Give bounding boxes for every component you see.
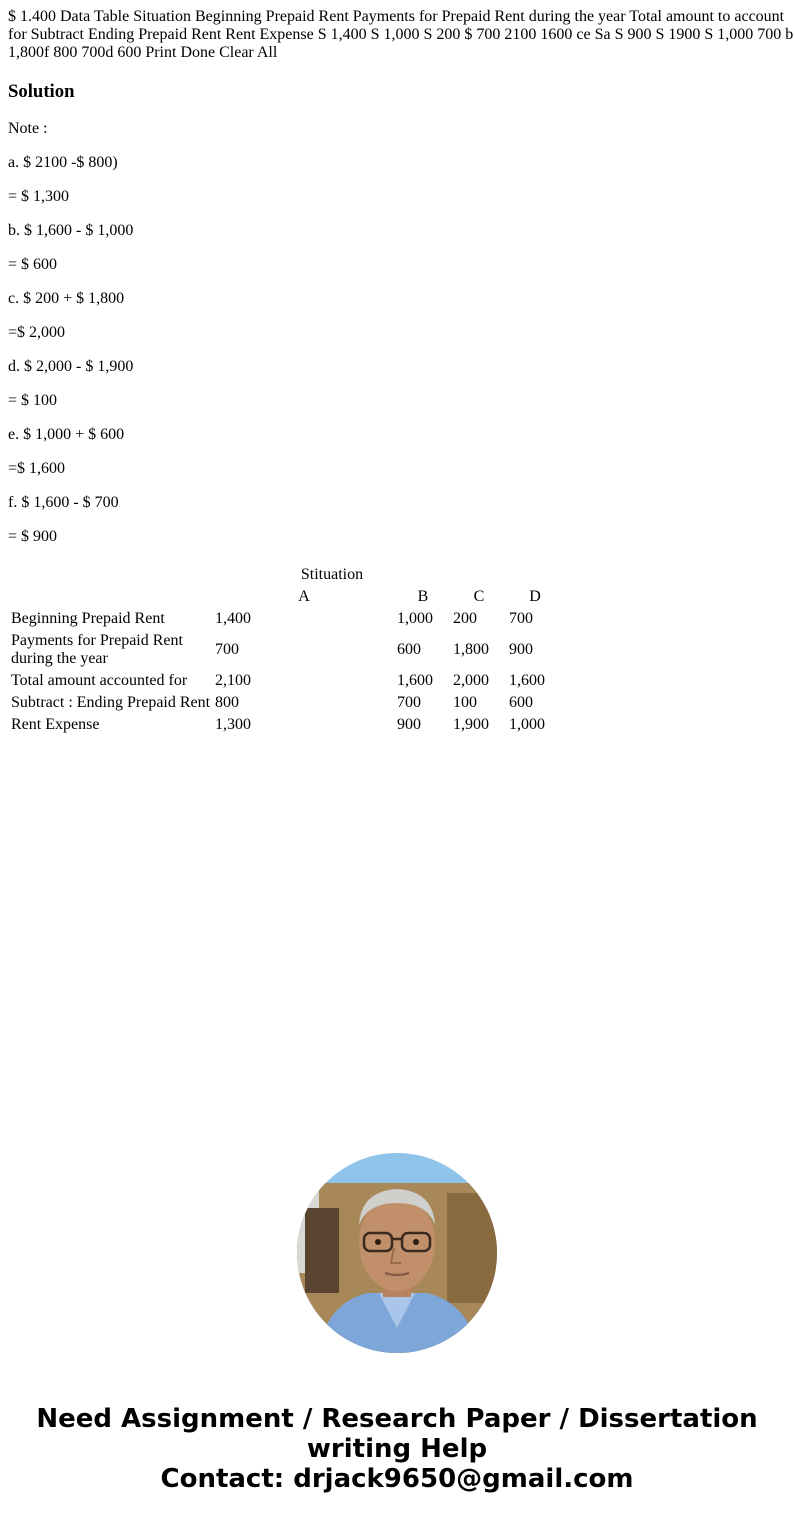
row-label: Payments for Prepaid Rent during the year [11,632,183,667]
author-portrait-image [297,1153,497,1353]
column-header-c: C [473,588,485,605]
cell-d: 900 [509,641,533,658]
note-line: = $ 1,300 [8,188,70,205]
note-line: c. $ 200 + $ 1,800 [8,290,125,307]
cell-a: 800 [215,694,239,711]
promo-line: writing Help [306,1434,488,1464]
note-line: =$ 2,000 [8,324,66,341]
table-row [10,715,562,735]
promo-contact: Contact: drjack9650@gmail.com [160,1464,634,1494]
cell-c: 200 [453,610,477,627]
table-row [10,609,562,629]
table-group-header-row [10,565,562,585]
note-line: Note : [8,120,48,137]
question-text: $ 1.400 Data Table Situation Beginning Prepaid Rent Payments for Prepaid Rent during the year Total amount to account for Subtract Ending Prepaid Rent Rent Expense S 1,400 S 1,000 S 200 $ 700 2100 1600 ce Sa S 900 S 1900 S 1,000 700 b 1,800f 800 700d 600 Print Done Clear All [8,8,794,61]
table-row [10,693,562,713]
table-corner-cell [10,565,212,585]
cell-d: 1,600 [509,672,545,689]
note-line: = $ 900 [8,528,58,545]
note-line: a. $ 2100 -$ 800) [8,154,118,171]
note-line: b. $ 1,600 - $ 1,000 [8,222,134,239]
row-label: Rent Expense [11,716,100,733]
cell-b: 600 [397,641,421,658]
table-row [10,631,562,669]
cell-d: 1,000 [509,716,545,733]
prepaid-rent-table [8,563,564,737]
cell-c: 1,900 [453,716,489,733]
row-label: Beginning Prepaid Rent [11,610,165,627]
cell-b: 700 [397,694,421,711]
author-avatar [297,1153,497,1353]
solution-notes [8,120,133,562]
cell-d: 600 [509,694,533,711]
table-empty-cell [508,565,562,585]
cell-c: 2,000 [453,672,489,689]
table-column-header-row [10,587,562,607]
note-line: = $ 600 [8,256,58,273]
note-line: =$ 1,600 [8,460,66,477]
column-header-a: A [298,588,310,605]
cell-b: 1,600 [397,672,433,689]
row-label: Subtract : Ending Prepaid Rent [11,694,211,711]
cell-b: 1,000 [397,610,433,627]
promo-line: Need Assignment / Research Paper / Dissertation [36,1404,758,1434]
table-group-header: Stituation [300,566,364,583]
cell-a: 2,100 [215,672,251,689]
row-label: Total amount accounted for [11,672,188,689]
cell-a: 1,300 [215,716,251,733]
column-header-b: B [417,588,429,605]
table-corner-cell [10,587,212,607]
solution-heading: Solution [8,81,75,102]
table-empty-cell [452,565,506,585]
cell-c: 1,800 [453,641,489,658]
note-line: = $ 100 [8,392,58,409]
promo-banner [0,1404,794,1494]
cell-c: 100 [453,694,477,711]
note-line: e. $ 1,000 + $ 600 [8,426,125,443]
cell-d: 700 [509,610,533,627]
column-header-d: D [529,588,541,605]
cell-a: 1,400 [215,610,251,627]
table-row [10,671,562,691]
note-line: f. $ 1,600 - $ 700 [8,494,119,511]
cell-a: 700 [215,641,239,658]
cell-b: 900 [397,716,421,733]
note-line: d. $ 2,000 - $ 1,900 [8,358,134,375]
